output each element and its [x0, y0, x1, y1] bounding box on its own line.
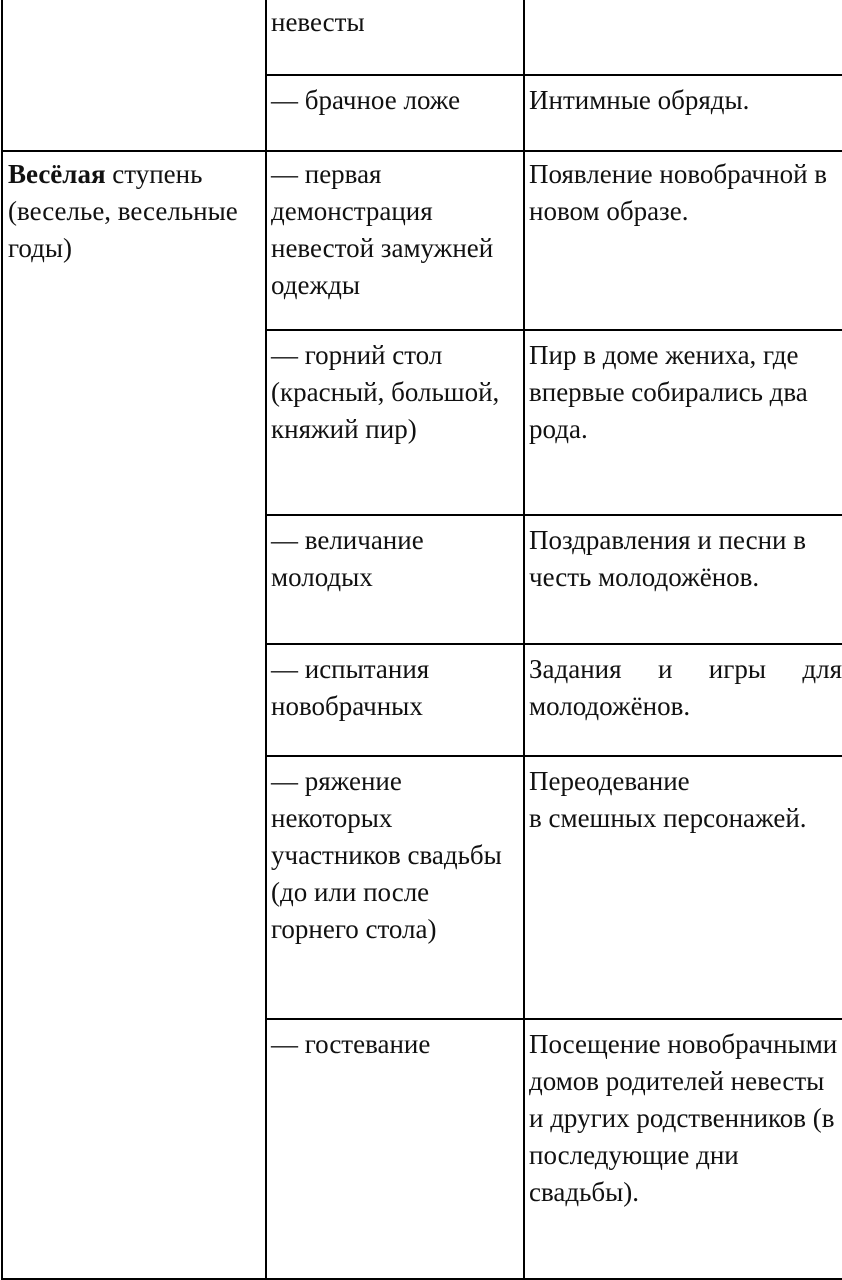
rite-text: — величание молодых [271, 525, 424, 592]
rite-text: — брачное ложе [271, 85, 461, 115]
stage-name-bold: Весёлая [8, 159, 106, 189]
description-text: Поздравления и песни в честь молодожёнов. [529, 525, 807, 592]
stage-cell-empty [2, 0, 266, 151]
description-cell [524, 0, 842, 75]
description-text: Задания и игры для молодожёнов. [529, 654, 842, 721]
description-text: Интимные обряды. [529, 85, 750, 115]
rite-text: — ряжение некоторых участников свадьбы (до или после горнего стола) [271, 766, 502, 944]
description-cell [524, 1019, 842, 1279]
description-text: Переодевание [529, 766, 690, 796]
stage-name-rest: ступень (веселье, весельные годы) [8, 159, 238, 263]
rite-text: — гостевание [271, 1029, 431, 1059]
description-cell [524, 756, 842, 1019]
description-text: Посещение новобрачными домов родителей невесты и других родственников (в последующие дни свадьбы). [529, 1029, 838, 1207]
rite-cell [266, 515, 524, 644]
description-cell [524, 644, 842, 756]
rite-text: — первая демонстрация невестой замужней одежды [271, 159, 494, 300]
description-text: Появление новобрачной в новом образе. [529, 159, 828, 226]
rite-cell [266, 151, 524, 330]
table-row [2, 151, 842, 330]
rite-cell [266, 75, 524, 151]
rite-text: — испытания новобрачных [271, 654, 430, 721]
rite-cell [266, 644, 524, 756]
description-text: в смешных персонажей. [529, 803, 807, 833]
wedding-rites-table [1, 0, 842, 1280]
rite-text: невесты [271, 7, 365, 37]
description-cell [524, 75, 842, 151]
description-text: Пир в доме жениха, где впервые собирались два рода. [529, 340, 808, 444]
table-row [2, 0, 842, 75]
description-cell [524, 151, 842, 330]
rite-text: — горний стол (красный, большой, княжий пир) [271, 340, 500, 444]
rite-cell [266, 330, 524, 515]
description-cell [524, 330, 842, 515]
rite-cell [266, 1019, 524, 1279]
rite-cell [266, 0, 524, 75]
stage-cell [2, 151, 266, 1279]
rite-cell [266, 756, 524, 1019]
description-cell [524, 515, 842, 644]
